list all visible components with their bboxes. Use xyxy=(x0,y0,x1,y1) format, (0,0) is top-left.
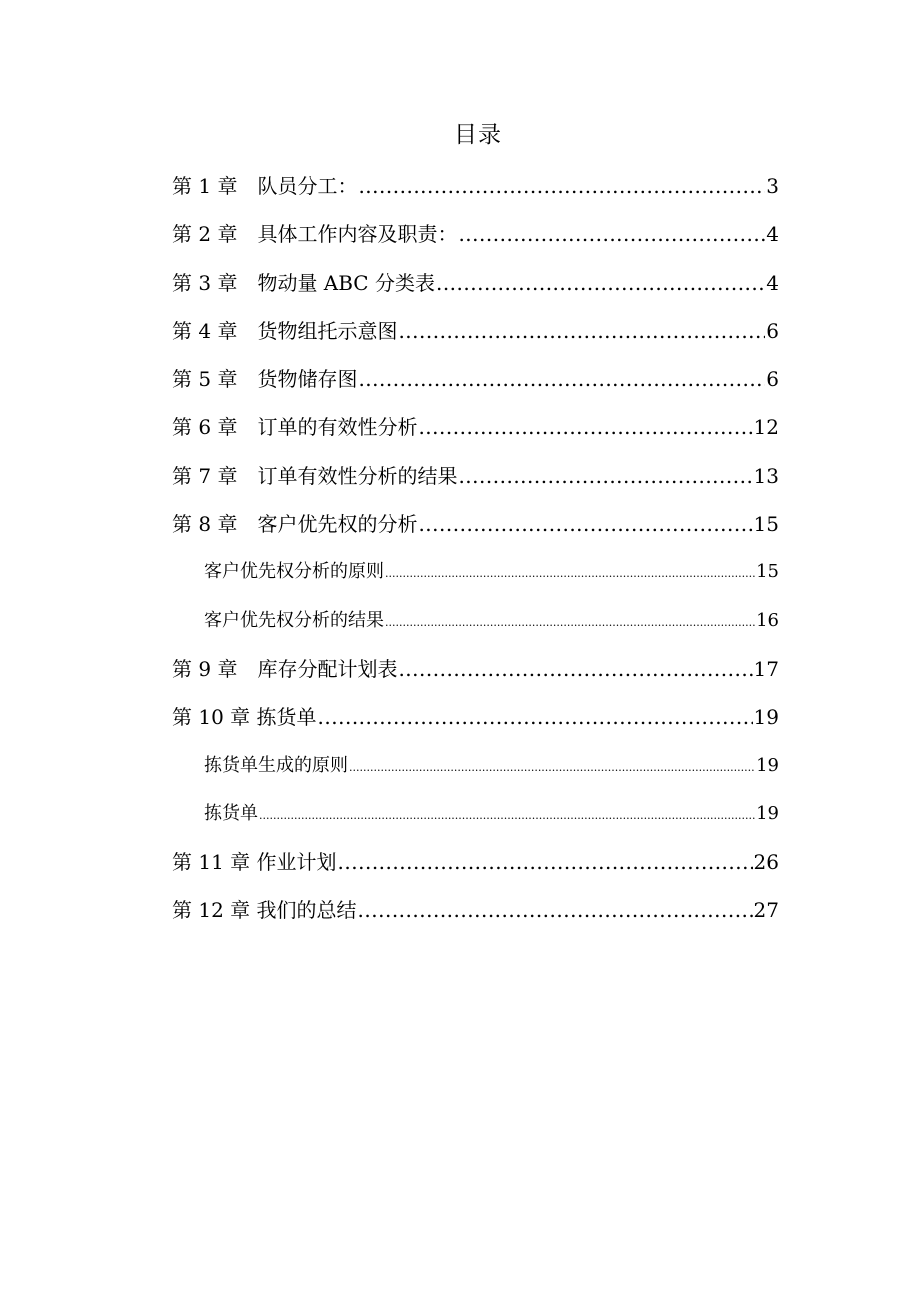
toc-entry-label: 第 12 章 我们的总结 xyxy=(172,898,357,923)
toc-page-number: 19 xyxy=(756,802,779,824)
toc-entry-label: 客户优先权分析的原则 xyxy=(204,561,384,583)
toc-dot-leader xyxy=(358,162,765,210)
toc-chapter-entry[interactable] xyxy=(172,355,779,403)
toc-dot-leader xyxy=(458,452,752,500)
toc-chapter-entry[interactable] xyxy=(172,403,779,451)
toc-page-number: 4 xyxy=(766,270,779,295)
toc-entry-label: 第 5 章 货物储存图 xyxy=(172,367,358,392)
toc-section-entry[interactable] xyxy=(172,790,779,838)
toc-chapter-entry[interactable] xyxy=(172,307,779,355)
toc-dot-leader xyxy=(318,693,753,741)
toc-chapter-entry[interactable] xyxy=(172,886,779,934)
toc-page-number: 16 xyxy=(756,609,779,631)
toc-chapter-entry[interactable] xyxy=(172,259,779,307)
toc-dot-leader xyxy=(385,550,755,598)
toc-entry-label: 客户优先权分析的结果 xyxy=(204,609,384,631)
toc-page-number: 6 xyxy=(766,367,779,392)
toc-page-number: 19 xyxy=(753,705,779,730)
toc-page-number: 17 xyxy=(753,656,779,681)
toc-entry-label: 拣货单生成的原则 xyxy=(204,754,348,776)
toc-entry-label: 第 2 章 具体工作内容及职责： xyxy=(172,222,458,247)
toc-chapter-entry[interactable] xyxy=(172,452,779,500)
toc-dot-leader xyxy=(338,838,753,886)
toc-dot-leader xyxy=(398,307,765,355)
toc-page-number: 13 xyxy=(753,463,779,488)
page-title: 目录 xyxy=(454,122,502,148)
toc-entry-label: 第 10 章 拣货单 xyxy=(172,705,317,730)
toc-page-number: 27 xyxy=(753,898,779,923)
toc-dot-leader xyxy=(436,259,765,307)
toc-entry-label: 第 7 章 订单有效性分析的结果 xyxy=(172,463,458,488)
toc-dot-leader xyxy=(458,210,765,258)
toc-entry-label: 第 3 章 物动量 ABC 分类表 xyxy=(172,270,435,295)
toc-page-number: 6 xyxy=(766,318,779,343)
toc-section-entry[interactable] xyxy=(172,548,779,596)
toc-dot-leader xyxy=(398,645,752,693)
toc-entry-label: 第 8 章 客户优先权的分析 xyxy=(172,512,418,537)
toc-dot-leader xyxy=(349,744,755,792)
toc-chapter-entry[interactable] xyxy=(172,500,779,548)
toc-page-number: 12 xyxy=(753,415,779,440)
toc-page-number: 19 xyxy=(756,754,779,776)
toc-dot-leader xyxy=(385,599,755,647)
toc-entry-label: 第 6 章 订单的有效性分析 xyxy=(172,415,418,440)
toc-chapter-entry[interactable] xyxy=(172,645,779,693)
toc-page-number: 15 xyxy=(756,561,779,583)
toc-chapter-entry[interactable] xyxy=(172,162,779,210)
toc-entry-label: 第 1 章 队员分工： xyxy=(172,174,358,198)
toc-chapter-entry[interactable] xyxy=(172,693,779,741)
toc-page-number: 4 xyxy=(766,222,779,247)
toc-entry-label: 拣货单 xyxy=(204,802,258,824)
toc-dot-leader xyxy=(418,500,752,548)
toc-chapter-entry[interactable] xyxy=(172,838,779,886)
toc-chapter-entry[interactable] xyxy=(172,210,779,258)
toc-page-number: 15 xyxy=(753,512,779,537)
toc-section-entry[interactable] xyxy=(172,597,779,645)
toc-page-number: 3 xyxy=(766,174,779,198)
toc-dot-leader xyxy=(358,886,753,934)
toc-dot-leader xyxy=(418,403,752,451)
toc-entry-label: 第 11 章 作业计划 xyxy=(172,850,337,875)
toc-dot-leader xyxy=(259,792,755,840)
toc-dot-leader xyxy=(358,355,765,403)
toc-entry-label: 第 9 章 库存分配计划表 xyxy=(172,656,398,681)
toc-section-entry[interactable] xyxy=(172,742,779,790)
table-of-contents xyxy=(172,162,779,935)
toc-entry-label: 第 4 章 货物组托示意图 xyxy=(172,318,398,343)
toc-page-number: 26 xyxy=(753,850,779,875)
